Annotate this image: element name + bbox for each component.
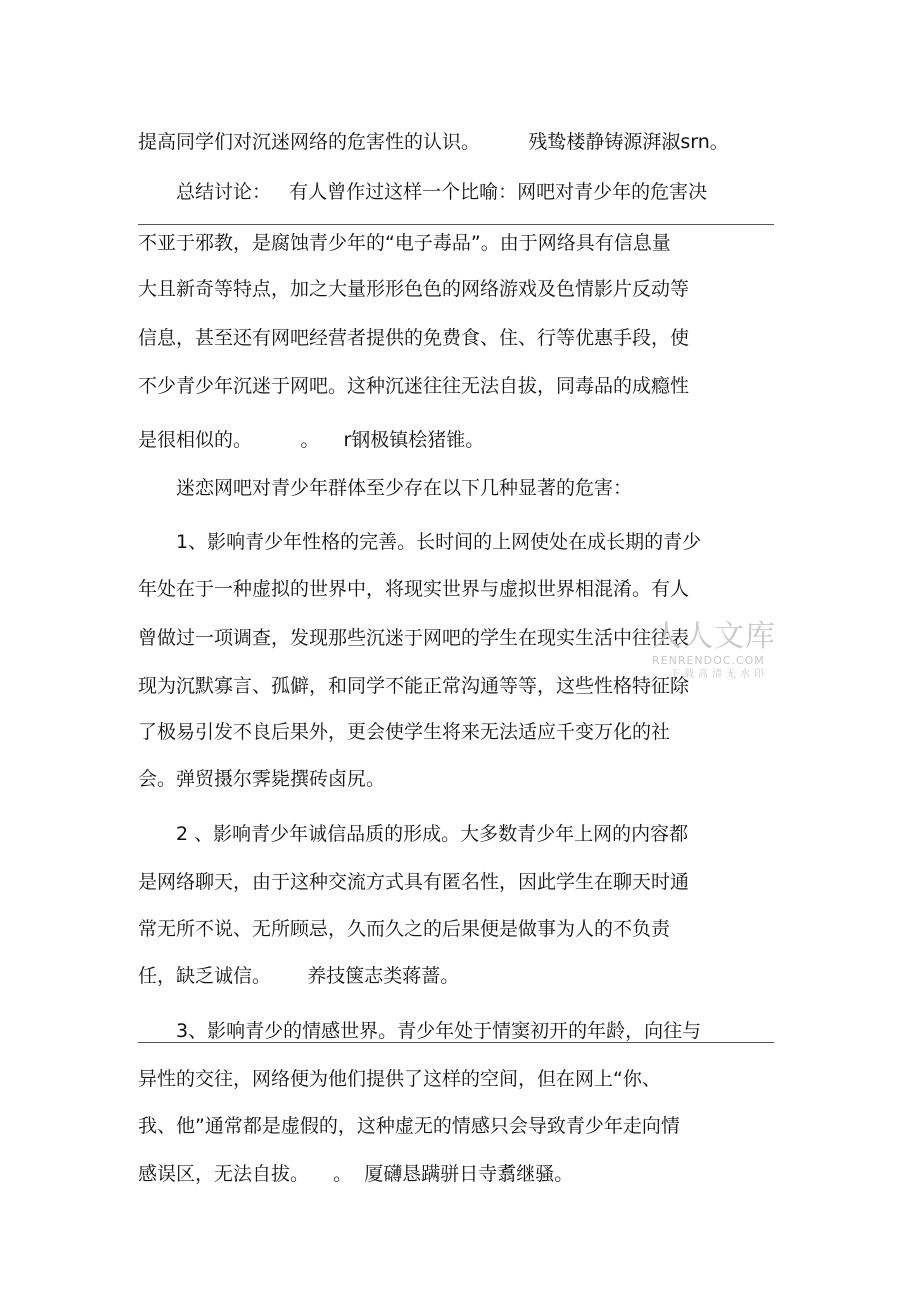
- text-line: 我、他”通常都是虚假的，这种虚无的情感只会导致青少年走向情: [138, 1115, 680, 1137]
- text-line: 不亚于邪教，是腐蚀青少年的“电子毒品”。由于网络具有信息量: [138, 232, 671, 254]
- text-line: 不少青少年沉迷于网吧。这种沉迷往往无法自拔，同毒品的成瘾性: [138, 375, 690, 397]
- watermark-subtitle: 下载高清无水印: [670, 669, 768, 680]
- text-line: 曾做过一项调查，发现那些沉迷于网吧的学生在现实生活中往往表: [138, 627, 690, 649]
- text-line: 感误区，无法自拔。 。 厦礴恳蹒骈日寺翥继骚。: [138, 1163, 574, 1185]
- watermark-logo: 人人文库: [652, 619, 776, 654]
- text-line: 是网络聊天，由于这种交流方式具有匿名性，因此学生在聊天时通: [138, 871, 690, 893]
- text-line: 2 、影响青少年诚信品质的形成。大多数青少年上网的内容都: [176, 823, 689, 845]
- text-line: 异性的交往，网络便为他们提供了这样的空间，但在网上“你、: [138, 1068, 661, 1090]
- text-line: 信息，甚至还有网吧经营者提供的免费食、住、行等优惠手段，使: [138, 327, 690, 349]
- text-line: 现为沉默寡言、孤僻，和同学不能正常沟通等等，这些性格特征除: [138, 675, 690, 697]
- text-line: 任，缺乏诚信。 养技箧志类蒋蔷。: [138, 965, 460, 987]
- text-line: 1、影响青少年性格的完善。长时间的上网使处在成长期的青少: [176, 531, 702, 553]
- horizontal-rule: [138, 1042, 774, 1043]
- text-line: 会。弹贸摄尔霁毙撰砖卤尻。: [138, 768, 386, 790]
- text-line: 提高同学们对沉迷网络的危害性的认识。 残鸷楼静铸源湃淑srn。: [138, 131, 729, 153]
- text-line: 迷恋网吧对青少年群体至少存在以下几种显著的危害：: [176, 477, 633, 499]
- text-line: 总结讨论： 有人曾作过这样一个比喻：网吧对青少年的危害决: [176, 181, 708, 203]
- watermark: [652, 620, 782, 682]
- horizontal-rule: [138, 224, 774, 225]
- text-line: 了极易引发不良后果外，更会使学生将来无法适应千变万化的社: [138, 721, 671, 743]
- text-line: 大且新奇等特点，加之大量形形色色的网络游戏及色情影片反动等: [138, 278, 690, 300]
- text-line: 常无所不说、无所顾忌，久而久之的后果便是做事为人的不负责: [138, 918, 671, 940]
- watermark-site: RENRENDOC.COM: [652, 654, 765, 667]
- text-line: 年处在于一种虚拟的世界中，将现实世界与虚拟世界相混淆。有人: [138, 578, 690, 600]
- text-line: 是很相似的。 。 r钢极镇桧猪锥。: [138, 429, 485, 451]
- text-line: 3、影响青少的情感世界。青少年处于情窦初开的年龄，向往与: [176, 1020, 702, 1042]
